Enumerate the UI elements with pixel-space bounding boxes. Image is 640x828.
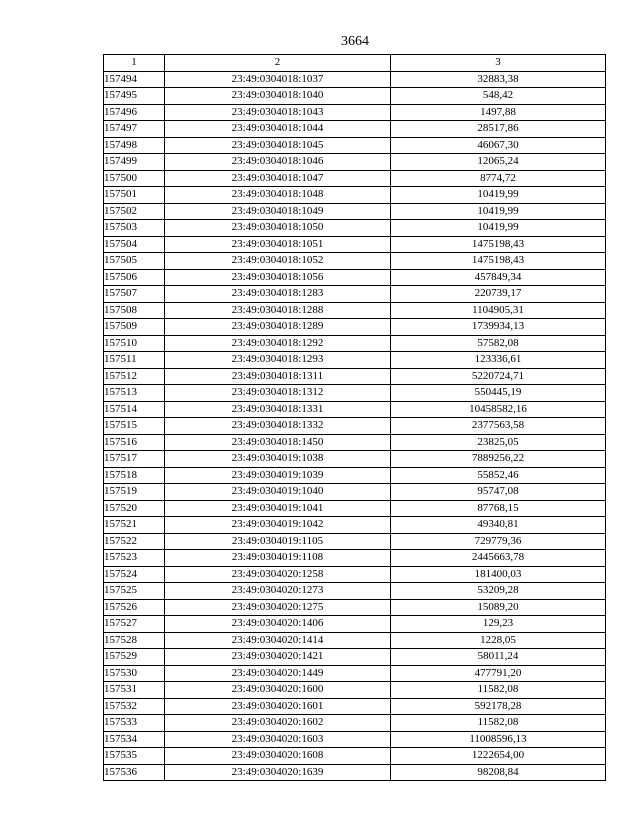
value-cell: 550445,19 [391, 385, 606, 402]
row-number-cell: 157536 [104, 764, 165, 781]
table-row [104, 253, 606, 270]
value-cell: 11008596,13 [391, 731, 606, 748]
row-number-cell: 157500 [104, 170, 165, 187]
value-cell: 28517,86 [391, 121, 606, 138]
value-cell: 1222654,00 [391, 748, 606, 765]
cadastral-number-cell: 23:49:0304018:1283 [165, 286, 391, 303]
cadastral-number-cell: 23:49:0304018:1037 [165, 71, 391, 88]
row-number-cell: 157509 [104, 319, 165, 336]
table-row [104, 385, 606, 402]
value-cell: 123336,61 [391, 352, 606, 369]
value-cell: 32883,38 [391, 71, 606, 88]
value-cell: 49340,81 [391, 517, 606, 534]
row-number-cell: 157511 [104, 352, 165, 369]
row-number-cell: 157518 [104, 467, 165, 484]
cadastral-number-cell: 23:49:0304019:1039 [165, 467, 391, 484]
table-row [104, 352, 606, 369]
value-cell: 1104905,31 [391, 302, 606, 319]
table-row [104, 566, 606, 583]
table-row [104, 748, 606, 765]
value-cell: 7889256,22 [391, 451, 606, 468]
column-header-1: 1 [104, 55, 165, 72]
table-row [104, 764, 606, 781]
cadastral-number-cell: 23:49:0304018:1040 [165, 88, 391, 105]
row-number-cell: 157535 [104, 748, 165, 765]
cadastral-number-cell: 23:49:0304018:1048 [165, 187, 391, 204]
cadastral-number-cell: 23:49:0304018:1045 [165, 137, 391, 154]
row-number-cell: 157503 [104, 220, 165, 237]
value-cell: 98208,84 [391, 764, 606, 781]
value-cell: 55852,46 [391, 467, 606, 484]
row-number-cell: 157516 [104, 434, 165, 451]
table-row [104, 154, 606, 171]
table-row [104, 335, 606, 352]
row-number-cell: 157529 [104, 649, 165, 666]
row-number-cell: 157522 [104, 533, 165, 550]
cadastral-number-cell: 23:49:0304018:1450 [165, 434, 391, 451]
table-row [104, 104, 606, 121]
cadastral-number-cell: 23:49:0304018:1050 [165, 220, 391, 237]
table-row [104, 319, 606, 336]
table-row [104, 484, 606, 501]
row-number-cell: 157496 [104, 104, 165, 121]
value-cell: 457849,34 [391, 269, 606, 286]
value-cell: 8774,72 [391, 170, 606, 187]
table-row [104, 616, 606, 633]
cadastral-number-cell: 23:49:0304018:1047 [165, 170, 391, 187]
row-number-cell: 157502 [104, 203, 165, 220]
table-row [104, 401, 606, 418]
table-row [104, 599, 606, 616]
cadastral-number-cell: 23:49:0304020:1406 [165, 616, 391, 633]
row-number-cell: 157506 [104, 269, 165, 286]
value-cell: 10419,99 [391, 187, 606, 204]
cadastral-number-cell: 23:49:0304018:1049 [165, 203, 391, 220]
row-number-cell: 157499 [104, 154, 165, 171]
row-number-cell: 157514 [104, 401, 165, 418]
cadastral-number-cell: 23:49:0304020:1421 [165, 649, 391, 666]
table-row [104, 121, 606, 138]
value-cell: 10419,99 [391, 220, 606, 237]
table-row [104, 632, 606, 649]
value-cell: 11582,08 [391, 715, 606, 732]
cadastral-number-cell: 23:49:0304020:1639 [165, 764, 391, 781]
table-row [104, 203, 606, 220]
column-header-3: 3 [391, 55, 606, 72]
row-number-cell: 157533 [104, 715, 165, 732]
value-cell: 548,42 [391, 88, 606, 105]
value-cell: 729779,36 [391, 533, 606, 550]
table-row [104, 286, 606, 303]
value-cell: 23825,05 [391, 434, 606, 451]
table-row [104, 137, 606, 154]
value-cell: 2377563,58 [391, 418, 606, 435]
row-number-cell: 157515 [104, 418, 165, 435]
value-cell: 15089,20 [391, 599, 606, 616]
row-number-cell: 157534 [104, 731, 165, 748]
row-number-cell: 157530 [104, 665, 165, 682]
value-cell: 87768,15 [391, 500, 606, 517]
value-cell: 1228,05 [391, 632, 606, 649]
value-cell: 1475198,43 [391, 236, 606, 253]
row-number-cell: 157498 [104, 137, 165, 154]
cadastral-number-cell: 23:49:0304018:1044 [165, 121, 391, 138]
value-cell: 1475198,43 [391, 253, 606, 270]
row-number-cell: 157520 [104, 500, 165, 517]
value-cell: 2445663,78 [391, 550, 606, 567]
value-cell: 1497,88 [391, 104, 606, 121]
value-cell: 592178,28 [391, 698, 606, 715]
row-number-cell: 157508 [104, 302, 165, 319]
cadastral-number-cell: 23:49:0304018:1312 [165, 385, 391, 402]
row-number-cell: 157524 [104, 566, 165, 583]
row-number-cell: 157497 [104, 121, 165, 138]
row-number-cell: 157525 [104, 583, 165, 600]
registry-table [103, 54, 606, 781]
row-number-cell: 157531 [104, 682, 165, 699]
table-header [104, 55, 606, 72]
value-cell: 129,23 [391, 616, 606, 633]
value-cell: 53209,28 [391, 583, 606, 600]
table-row [104, 236, 606, 253]
cadastral-number-cell: 23:49:0304020:1258 [165, 566, 391, 583]
row-number-cell: 157512 [104, 368, 165, 385]
cadastral-number-cell: 23:49:0304020:1600 [165, 682, 391, 699]
value-cell: 58011,24 [391, 649, 606, 666]
cadastral-number-cell: 23:49:0304020:1275 [165, 599, 391, 616]
row-number-cell: 157505 [104, 253, 165, 270]
row-number-cell: 157513 [104, 385, 165, 402]
table-row [104, 88, 606, 105]
cadastral-number-cell: 23:49:0304018:1051 [165, 236, 391, 253]
row-number-cell: 157510 [104, 335, 165, 352]
table-row [104, 500, 606, 517]
cadastral-number-cell: 23:49:0304019:1041 [165, 500, 391, 517]
cadastral-number-cell: 23:49:0304019:1105 [165, 533, 391, 550]
row-number-cell: 157521 [104, 517, 165, 534]
cadastral-number-cell: 23:49:0304018:1292 [165, 335, 391, 352]
row-number-cell: 157519 [104, 484, 165, 501]
cadastral-number-cell: 23:49:0304019:1040 [165, 484, 391, 501]
table-row [104, 698, 606, 715]
cadastral-number-cell: 23:49:0304018:1043 [165, 104, 391, 121]
cadastral-number-cell: 23:49:0304020:1601 [165, 698, 391, 715]
value-cell: 477791,20 [391, 665, 606, 682]
cadastral-number-cell: 23:49:0304019:1108 [165, 550, 391, 567]
value-cell: 95747,08 [391, 484, 606, 501]
cadastral-number-cell: 23:49:0304018:1288 [165, 302, 391, 319]
value-cell: 1739934,13 [391, 319, 606, 336]
row-number-cell: 157523 [104, 550, 165, 567]
cadastral-number-cell: 23:49:0304020:1602 [165, 715, 391, 732]
table-row [104, 550, 606, 567]
row-number-cell: 157532 [104, 698, 165, 715]
cadastral-number-cell: 23:49:0304019:1042 [165, 517, 391, 534]
table-row [104, 434, 606, 451]
table-row [104, 682, 606, 699]
column-header-2: 2 [165, 55, 391, 72]
cadastral-number-cell: 23:49:0304018:1052 [165, 253, 391, 270]
cadastral-number-cell: 23:49:0304018:1289 [165, 319, 391, 336]
table-row [104, 170, 606, 187]
value-cell: 46067,30 [391, 137, 606, 154]
cadastral-number-cell: 23:49:0304018:1293 [165, 352, 391, 369]
table-row [104, 451, 606, 468]
value-cell: 10458582,16 [391, 401, 606, 418]
table-row [104, 517, 606, 534]
row-number-cell: 157504 [104, 236, 165, 253]
page-number: 3664 [341, 34, 369, 49]
row-number-cell: 157527 [104, 616, 165, 633]
table-row [104, 533, 606, 550]
value-cell: 181400,03 [391, 566, 606, 583]
cadastral-number-cell: 23:49:0304018:1332 [165, 418, 391, 435]
cadastral-number-cell: 23:49:0304020:1273 [165, 583, 391, 600]
cadastral-number-cell: 23:49:0304019:1038 [165, 451, 391, 468]
cadastral-number-cell: 23:49:0304018:1331 [165, 401, 391, 418]
table-row [104, 731, 606, 748]
value-cell: 11582,08 [391, 682, 606, 699]
cadastral-number-cell: 23:49:0304020:1608 [165, 748, 391, 765]
table-row [104, 187, 606, 204]
cadastral-number-cell: 23:49:0304018:1056 [165, 269, 391, 286]
header-row [104, 55, 606, 72]
table-row [104, 269, 606, 286]
table-body [104, 71, 606, 781]
cadastral-number-cell: 23:49:0304020:1414 [165, 632, 391, 649]
table-row [104, 583, 606, 600]
row-number-cell: 157494 [104, 71, 165, 88]
value-cell: 57582,08 [391, 335, 606, 352]
cadastral-number-cell: 23:49:0304020:1603 [165, 731, 391, 748]
cadastral-number-cell: 23:49:0304020:1449 [165, 665, 391, 682]
table-row [104, 418, 606, 435]
row-number-cell: 157507 [104, 286, 165, 303]
cadastral-number-cell: 23:49:0304018:1311 [165, 368, 391, 385]
row-number-cell: 157528 [104, 632, 165, 649]
value-cell: 5220724,71 [391, 368, 606, 385]
table-row [104, 665, 606, 682]
table-row [104, 71, 606, 88]
table-row [104, 467, 606, 484]
row-number-cell: 157495 [104, 88, 165, 105]
table-row [104, 368, 606, 385]
value-cell: 10419,99 [391, 203, 606, 220]
table-row [104, 220, 606, 237]
table-row [104, 649, 606, 666]
table-row [104, 715, 606, 732]
cadastral-number-cell: 23:49:0304018:1046 [165, 154, 391, 171]
value-cell: 12065,24 [391, 154, 606, 171]
table-row [104, 302, 606, 319]
row-number-cell: 157501 [104, 187, 165, 204]
row-number-cell: 157526 [104, 599, 165, 616]
value-cell: 220739,17 [391, 286, 606, 303]
row-number-cell: 157517 [104, 451, 165, 468]
